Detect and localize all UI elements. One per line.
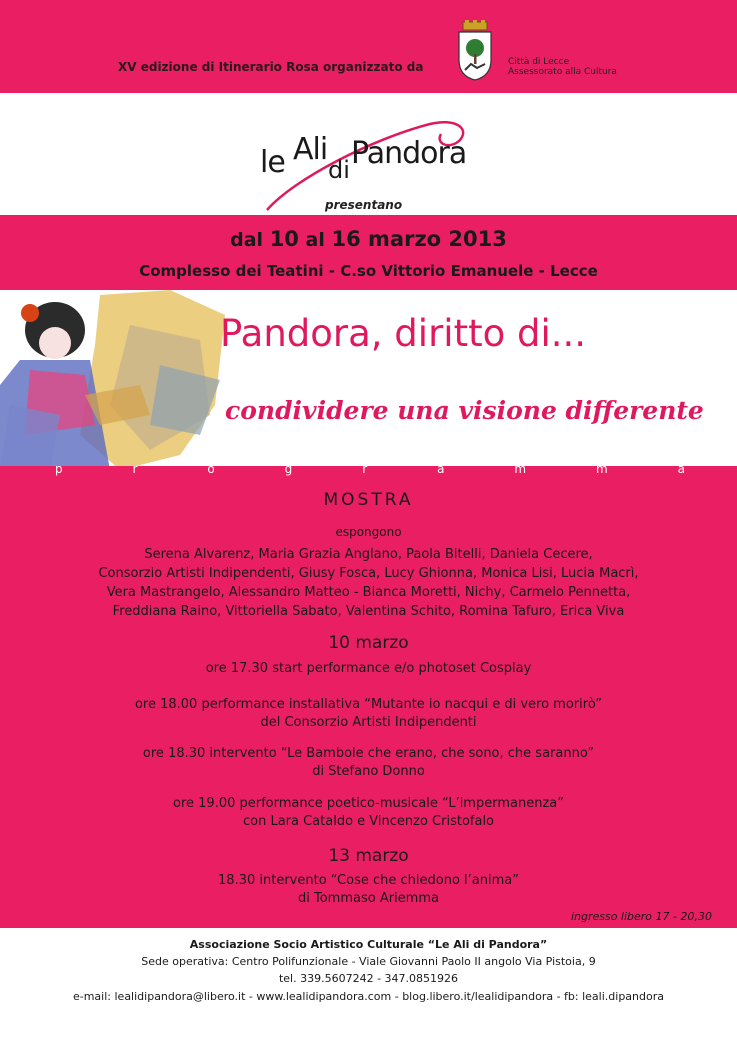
presentano-text: presentano — [325, 198, 403, 212]
city-crest-icon — [455, 20, 495, 82]
logo-word-ali: Ali — [293, 132, 328, 167]
footer-address: Sede operativa: Centro Polifunzionale - Viale Giovanni Paolo II angolo Via Pistoia, 9 — [141, 955, 596, 968]
city-of-lecce — [508, 57, 617, 77]
footer-phone: tel. 339.5607242 - 347.0851926 — [278, 972, 459, 985]
programma-letter: o — [207, 462, 215, 476]
event-line: ore 18.00 performance installativa “Mutante io nacqui e di vero morirò” — [134, 697, 603, 712]
event-line: 18.30 intervento “Cose che chiedono l’anima” — [218, 873, 519, 888]
programma-letter: a — [677, 462, 685, 476]
event-line: di Stefano Donno — [312, 764, 425, 779]
programma-letter: r — [132, 462, 138, 476]
event-line: con Lara Cataldo e Vincenzo Cristofalo — [242, 814, 495, 829]
event-line: di Tommaso Ariemma — [298, 891, 439, 906]
espongono-label: espongono — [335, 525, 402, 539]
intro-text: XV edizione di Itinerario Rosa organizzato da — [118, 60, 424, 74]
event-line: ore 18.30 intervento “Le Bambole che erano, che sono, che saranno” — [142, 746, 595, 761]
programma-letter: p — [55, 462, 63, 476]
dates-start: 10 — [269, 227, 299, 251]
artists-line: Serena Alvarenz, Maria Grazia Anglano, Paola Bitelli, Daniela Cecere, — [144, 547, 593, 562]
programma-letter: r — [362, 462, 368, 476]
headline-tagline: condividere una visione differente — [225, 396, 704, 425]
artists-line: Consorzio Artisti Indipendenti, Giusy Fosca, Lucy Ghionna, Monica Lisi, Lucia Macrì, — [98, 566, 639, 581]
day1-date: 10 marzo — [328, 633, 409, 653]
programma-letter: m — [595, 462, 608, 476]
programma-letter: a — [437, 462, 445, 476]
day2-date: 13 marzo — [328, 846, 409, 866]
programma-letter: m — [514, 462, 527, 476]
top-band — [0, 0, 737, 93]
event-line: ore 17.30 start performance e/o photoset Cosplay — [205, 661, 532, 676]
event-dates — [0, 227, 737, 251]
day1-event-3 — [0, 745, 737, 781]
artists-line: Vera Mastrangelo, Alessandro Matteo - Bianca Moretti, Nichy, Carmelo Pennetta, — [106, 585, 631, 600]
entry-info: ingresso libero 17 - 20,30 — [570, 910, 712, 923]
headline-title: Pandora, diritto di... — [220, 312, 587, 355]
logo-word-pandora: Pandora — [351, 136, 467, 171]
event-line: del Consorzio Artisti Indipendenti — [260, 715, 477, 730]
artists-list — [0, 545, 737, 621]
geisha-artwork-image — [0, 285, 230, 470]
day1-event-4 — [0, 795, 737, 831]
mostra-title: MOSTRA — [323, 490, 414, 510]
programma-letter: g — [284, 462, 293, 476]
footer-organization: Associazione Socio Artistico Culturale “Le Ali di Pandora” — [189, 938, 548, 951]
city-department: Assessorato alla Cultura — [508, 67, 617, 77]
dates-dal: dal — [230, 229, 264, 251]
artists-line: Freddiana Raino, Vittoriella Sabato, Valentina Schito, Romina Tafuro, Erica Viva — [112, 604, 625, 619]
event-venue: Complesso dei Teatini - C.so Vittorio Emanuele - Lecce — [139, 262, 598, 280]
day1-event-1 — [0, 660, 737, 678]
logo-word-le: le — [260, 145, 285, 180]
event-line: ore 19.00 performance poetico-musicale “L’impermanenza” — [173, 796, 564, 811]
day2-event-1 — [0, 872, 737, 908]
day1-event-2 — [0, 696, 737, 732]
footer-contacts: e-mail: lealidipandora@libero.it - www.lealidipandora.com - blog.libero.it/lealidipandora - fb: leali.dipandora — [72, 990, 664, 1003]
dates-al: al — [305, 229, 325, 251]
dates-end: 16 marzo 2013 — [331, 227, 507, 251]
programma-heading — [55, 462, 685, 476]
logo-word-di: di — [328, 156, 350, 184]
city-name: Città di Lecce — [508, 57, 570, 67]
